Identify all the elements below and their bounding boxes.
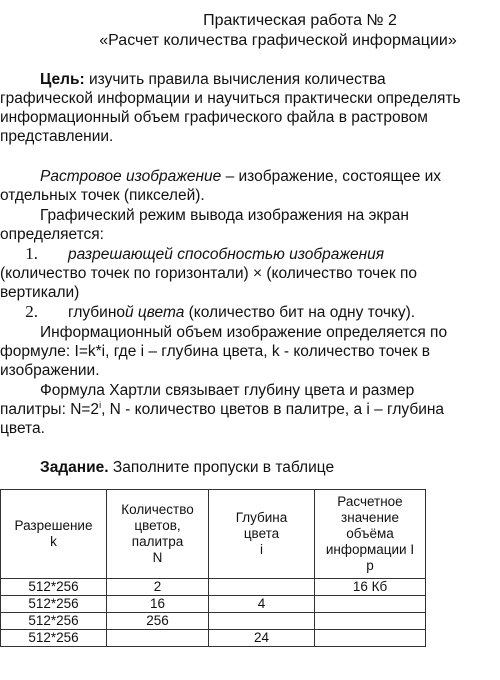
task-paragraph: Задание. Заполните пропуски в таблице bbox=[40, 459, 335, 476]
table-row: 512*256 24 bbox=[1, 630, 426, 647]
table-header-row bbox=[1, 490, 426, 579]
goal-label: Цель: bbox=[40, 71, 85, 88]
goal-paragraph: Цель: изучить правила вычисления количества графической информации и научиться практически определять информационный объем графического файла в растровом представлении. bbox=[0, 71, 461, 145]
task-label: Задание. bbox=[40, 459, 109, 476]
table-row: 512*256 16 4 bbox=[1, 596, 426, 613]
header-volume: Расчетное значение объёма информации I p bbox=[315, 490, 426, 579]
header-resolution: Разрешение k bbox=[1, 490, 107, 579]
list-item-color-depth: 2. глубиной цвета (количество бит на одну точку). bbox=[25, 302, 416, 321]
raster-definition: Растровое изображение – изображение, состоящее их отдельных точек (пикселей). bbox=[0, 168, 442, 204]
volume-formula-paragraph: Информационный объем изображение определяется по формуле: I=k*i, где i – глубина цвета, k - количество точек в изображении. bbox=[0, 324, 448, 379]
header-depth: Глубина цвета i bbox=[209, 490, 315, 579]
fill-in-table bbox=[0, 489, 426, 647]
list-item-resolution: 1. разрешающей способностью изображения bbox=[25, 244, 385, 263]
hartley-paragraph: Формула Хартли связывает глубину цвета и размер палитры: $N=2^i$, N - количество цветов в палитре, а i – глубина цвета. bbox=[0, 382, 445, 437]
header-colors: Количество цветов, палитра N bbox=[107, 490, 209, 579]
raster-term: Растровое изображение bbox=[40, 168, 222, 185]
table-row: 512*256 2 16 Кб bbox=[1, 579, 426, 596]
table-row: 512*256 256 bbox=[1, 613, 426, 630]
page-subtitle: «Расчет количества графической информации» bbox=[99, 32, 457, 49]
page-title: Практическая работа № 2 bbox=[203, 12, 397, 29]
graphic-mode-paragraph: Графический режим вывода изображения на экран определяется: 1. разрешающей способностью изображения (количество точек по горизонтали) × (количество точек по вертикали) 2. глубиной цвета (количество бит на одну точку). bbox=[0, 206, 498, 322]
